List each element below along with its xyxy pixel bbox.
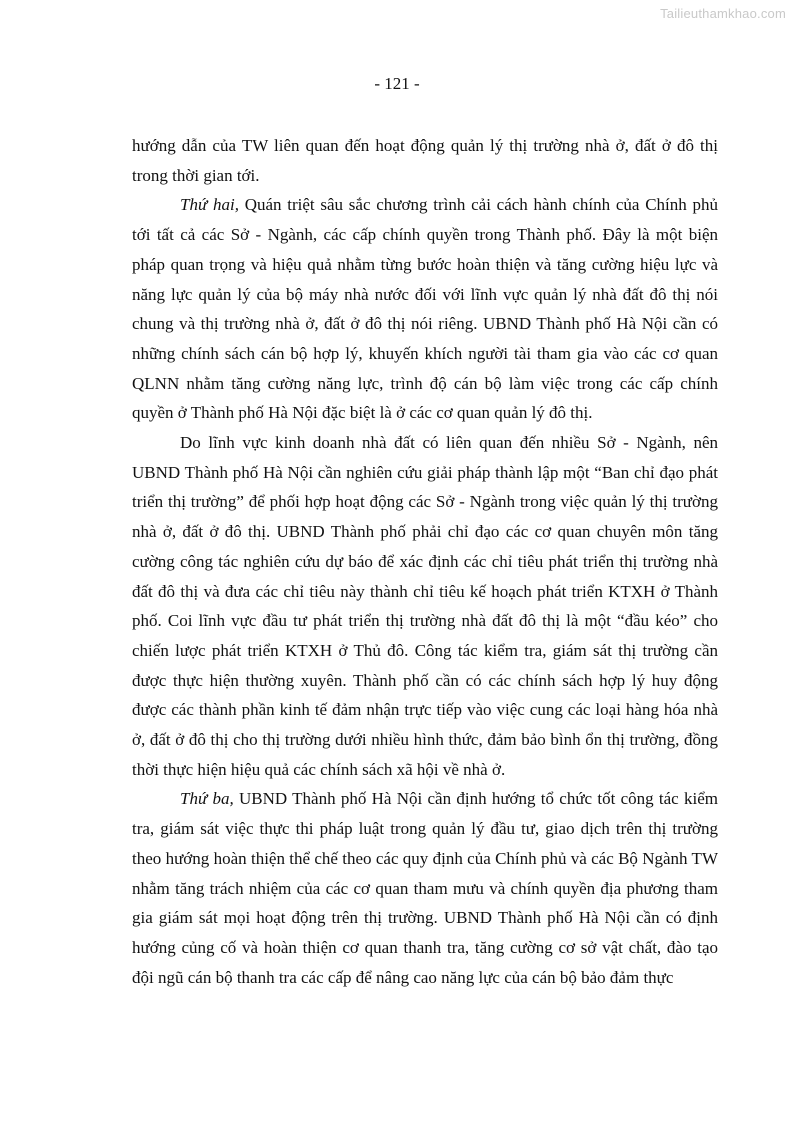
paragraph-continuation bbox=[132, 131, 718, 190]
paragraph-text: UBND Thành phố Hà Nội cần định hướng tổ chức tốt công tác kiểm tra, giám sát việc thực thi pháp luật trong quản lý đầu tư, giao dịch trên thị trường theo hướng hoàn thiện thể chế theo các quy định của Chính phủ và các Bộ Ngành TW nhằm tăng trách nhiệm của các cơ quan tham mưu và chính quyền địa phương tham gia giám sát mọi hoạt động trên thị trường. UBND Thành phố Hà Nội cần có định hướng củng cố và hoàn thiện cơ quan thanh tra, tăng cường cơ sở vật chất, đào tạo đội ngũ cán bộ thanh tra các cấp để nâng cao năng lực của cán bộ bảo đảm thực bbox=[132, 789, 718, 987]
watermark: Tailieuthamkhao.com bbox=[660, 6, 786, 21]
paragraph-thu-hai bbox=[132, 190, 718, 428]
paragraph-text: Quán triệt sâu sắc chương trình cải cách hành chính của Chính phủ tới tất cả các Sở - Ngành, các cấp chính quyền trong Thành phố. Đây là một biện pháp quan trọng và hiệu quả nhằm từng bước hoàn thiện và tăng cường hiệu lực và năng lực quản lý của bộ máy nhà nước đối với lĩnh vực quản lý nhà đất đô thị nói chung và thị trường nhà ở, đất ở đô thị nói riêng. UBND Thành phố Hà Nội cần có những chính sách cán bộ hợp lý, khuyến khích người tài tham gia vào các cơ quan QLNN nhằm tăng cường năng lực, trình độ cán bộ làm việc trong các cấp chính quyền ở Thành phố Hà Nội đặc biệt là ở các cơ quan quản lý đô thị. bbox=[132, 195, 718, 423]
page-number: - 121 - bbox=[374, 74, 420, 93]
paragraph-ban-chi-dao bbox=[132, 428, 718, 784]
paragraph-text: Do lĩnh vực kinh doanh nhà đất có liên quan đến nhiều Sở - Ngành, nên UBND Thành phố Hà Nội cần nghiên cứu giải pháp thành lập một “Ban chỉ đạo phát triển thị trường” để phối hợp hoạt động các Sở - Ngành trong việc quản lý thị trường nhà ở, đất ở đô thị. UBND Thành phố phải chỉ đạo các cơ quan chuyên môn tăng cường công tác nghiên cứu dự báo để xác định các chỉ tiêu phát triển thị trường nhà đất đô thị và đưa các chỉ tiêu này thành chỉ tiêu kế hoạch phát triển KTXH ở Thành phố. Coi lĩnh vực đầu tư phát triển thị trường nhà đất đô thị là một “đầu kéo” cho chiến lược phát triển KTXH ở Thủ đô. Công tác kiểm tra, giám sát thị trường cần được thực hiện thường xuyên. Thành phố cần có các chính sách hợp lý huy động được các thành phần kinh tế đảm nhận trực tiếp vào việc cung các loại hàng hóa nhà ở, đất ở đô thị cho thị trường dưới nhiều hình thức, đảm bảo bình ổn thị trường, đồng thời thực hiện hiệu quả các chính sách xã hội về nhà ở. bbox=[132, 433, 718, 779]
paragraph-thu-ba bbox=[132, 784, 718, 992]
paragraph-lead: Thứ ba, bbox=[180, 789, 234, 809]
paragraph-lead: Thứ hai, bbox=[180, 195, 239, 215]
paragraph-text: hướng dẫn của TW liên quan đến hoạt động quản lý thị trường nhà ở, đất ở đô thị trong thời gian tới. bbox=[132, 136, 718, 185]
document-body bbox=[132, 131, 718, 992]
